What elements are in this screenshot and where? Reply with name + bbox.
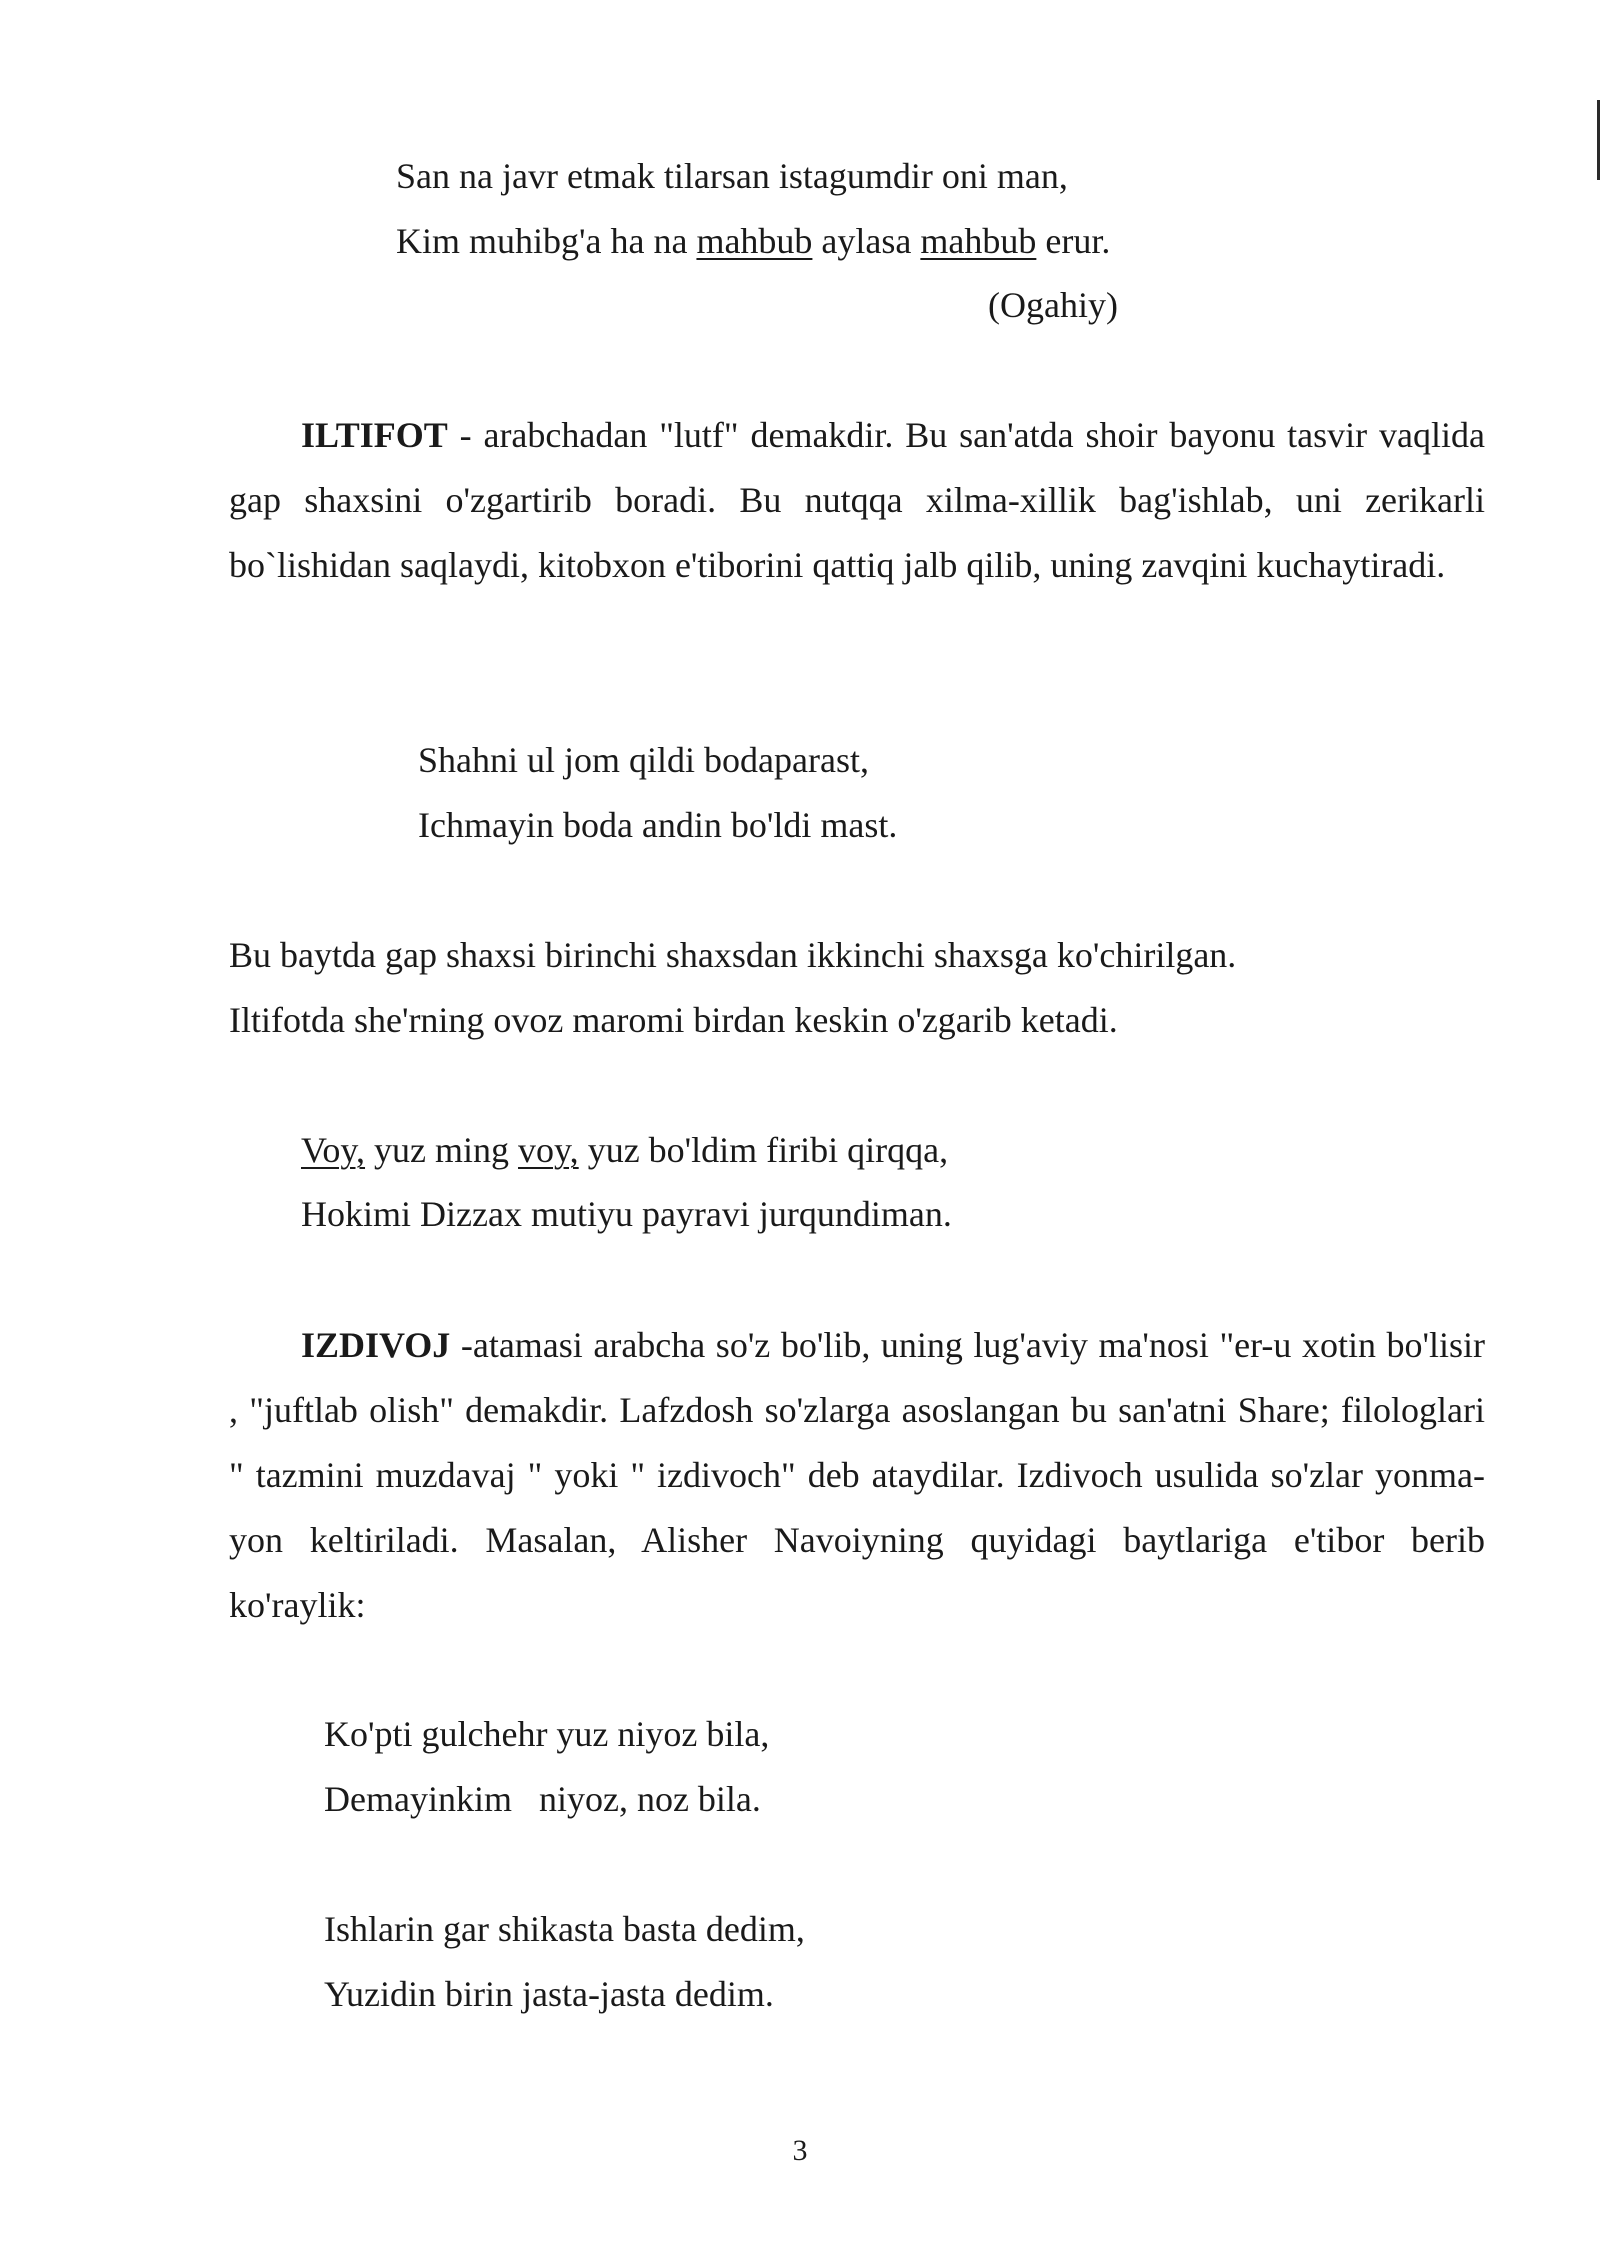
poem1-underlined-word-1: mahbub [696, 221, 813, 261]
explanation-line2: Iltifotda she'rning ovoz maromi birdan keskin o'zgarib ketadi. [229, 1000, 1118, 1040]
poem3-line2: Hokimi Dizzax mutiyu payravi jurqundiman. [301, 1194, 952, 1234]
poem3-line1-part-b: yuz bo'ldim firibi qirqqa, [578, 1130, 949, 1170]
poem1-line2-part-a: Kim muhibg'a ha na [396, 221, 697, 261]
poem1-author: (Ogahiy) [988, 285, 1118, 325]
poem2-line2: Ichmayin boda andin bo'ldi mast. [418, 805, 898, 845]
poem1-line2 [396, 217, 1110, 265]
poem1-line1: San na javr etmak tilarsan istagumdir oni man, [396, 156, 1068, 196]
izdivoj-text: -atamasi arabcha so'z bo'lib, uning lug'aviy ma'nosi "er-u xotin bo'lisir , "juftlab olish" demakdir. Lafzdosh so'zlarga asoslangan bu san'atni Share; filologlari " tazmini muzdavaj " yoki " izdivoch" deb ataydilar. Izdivoch usulida so'zlar yonma-yon keltiriladi. Masalan, Alisher Navoiyning quyidagi baytlariga e'tibor berib ko'raylik: [229, 1325, 1485, 1625]
explanation-line1: Bu baytda gap shaxsi birinchi shaxsdan ikkinchi shaxsga ko'chirilgan. [229, 935, 1237, 975]
poem3-line1 [301, 1126, 948, 1174]
poem2-line1: Shahni ul jom qildi bodaparast, [418, 740, 869, 780]
iltifot-text: - arabchadan "lutf" demakdir. Bu san'atda shoir bayonu tasvir vaqlida gap shaxsini o'zgartirib boradi. Bu nutqqa xilma-xillik bag'ishlab, uni zerikarli bo`lishidan saqlaydi, kitobxon e'tiborini qattiq jalb qilib, uning zavqini kuchaytiradi. [229, 415, 1485, 585]
izdivoj-term: IZDIVOJ [301, 1325, 451, 1365]
poem3-line1-part-a: yuz ming [365, 1130, 519, 1170]
page-number: 3 [792, 2134, 808, 2167]
poem1-line2-part-b: aylasa [812, 221, 921, 261]
poem5-line1: Ishlarin gar shikasta basta dedim, [324, 1909, 805, 1949]
poem3-underlined-word-1: Voy, [301, 1130, 366, 1170]
poem1-underlined-word-2: mahbub [920, 221, 1037, 261]
izdivoj-paragraph [229, 1313, 1485, 1638]
iltifot-term: ILTIFOT [301, 415, 448, 455]
poem5-line2: Yuzidin birin jasta-jasta dedim. [324, 1974, 774, 2014]
iltifot-paragraph [229, 403, 1485, 598]
poem3-underlined-word-2: voy, [518, 1130, 579, 1170]
poem1-line2-part-c: erur. [1036, 221, 1111, 261]
poem4-line2: Demayinkim niyoz, noz bila. [324, 1779, 761, 1819]
poem4-line1: Ko'pti gulchehr yuz niyoz bila, [324, 1714, 770, 1754]
